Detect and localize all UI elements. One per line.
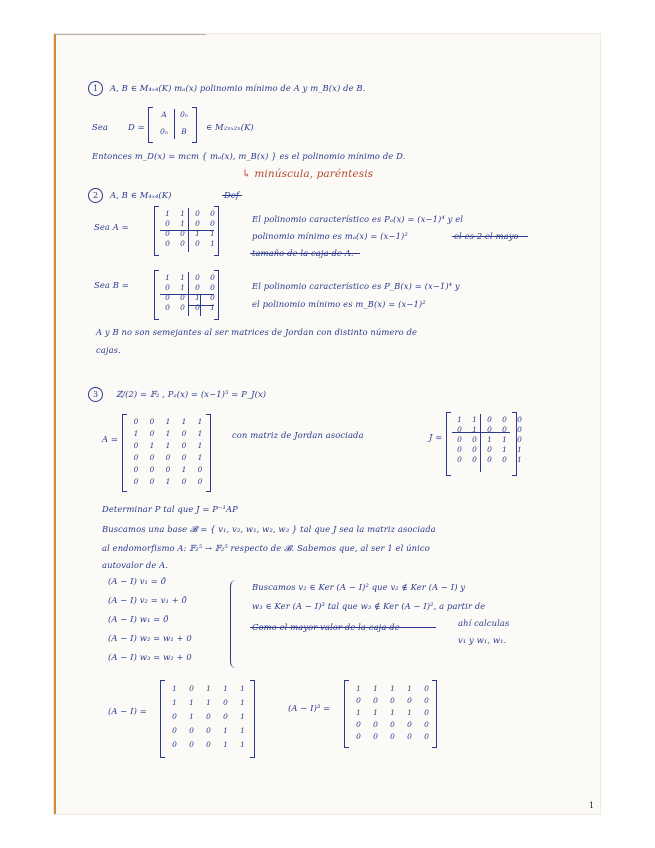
p3-M1-cell: 1 [240, 740, 245, 749]
p2-A-cell: 0 [210, 219, 215, 228]
p2-B-hsep [160, 294, 214, 295]
p3-J-cell: 0 [502, 415, 507, 424]
p3-J-cell: 1 [502, 445, 507, 454]
p3-A-cell: 0 [149, 429, 155, 438]
p3-M1-cell: 1 [206, 698, 211, 707]
p3-J-cell: 0 [487, 425, 492, 434]
p2-A-cell: 0 [195, 219, 200, 228]
p3-M2-cell: 1 [390, 708, 395, 717]
p3-M1-cell: 0 [189, 740, 194, 749]
p3-A-cell: 0 [165, 453, 171, 462]
p3-M2-cell: 0 [356, 696, 361, 705]
p2-A-cell: 0 [210, 209, 215, 218]
p3-J-cell: 1 [502, 435, 507, 444]
p3-reason-1: Buscamos v₂ ∈ Ker (A − I)² que v₂ ∉ Ker (A − I) y [252, 582, 466, 592]
p2-def-strike [222, 195, 242, 196]
p3-A-left-bracket [122, 414, 127, 492]
p3-M2-cell: 0 [373, 732, 378, 741]
p3-J-cell: 1 [457, 415, 462, 424]
p3-M2-cell: 0 [390, 696, 395, 705]
p2-A-cell: 1 [210, 229, 215, 238]
p3-M1-cell: 0 [206, 726, 211, 735]
page-top-rule [56, 34, 206, 35]
problem-number-1: 1 [88, 81, 103, 96]
p3-M1-cell: 0 [172, 712, 177, 721]
p2-A-cell: 1 [210, 239, 215, 248]
p2-B-desc-1: El polinomio característico es P_B(x) = (x−1)⁴ y [252, 281, 460, 291]
p3-A-cell: 1 [165, 417, 171, 426]
p3-A-cell: 1 [165, 441, 171, 450]
p3-J-cell: 0 [502, 425, 507, 434]
p1-block-separator [174, 109, 175, 139]
p3-J-cell: 1 [472, 415, 477, 424]
p3-J-cell: 1 [517, 455, 522, 464]
p1-D-label: D = [128, 122, 145, 132]
p2-A-cell: 1 [180, 209, 185, 218]
p3-M1-cell: 0 [172, 740, 177, 749]
p2-B-cell: 1 [195, 293, 200, 302]
p3-A-cell: 1 [165, 429, 171, 438]
p3-A-cell: 1 [197, 417, 203, 426]
p3-A-label: A = [102, 434, 119, 444]
p3-M1-cell: 1 [172, 698, 177, 707]
p3-eq-2: (A − I) v₂ = v₁ + 0̄ [108, 595, 187, 605]
p2-A-cell: 0 [195, 239, 200, 248]
p3-M1-cell: 1 [172, 684, 177, 693]
p2-A-desc-1: El polinomio característico es Pₐ(x) = (x−1)⁴ y el [252, 214, 464, 224]
p2-A-cell: 0 [165, 239, 170, 248]
p3-M2-cell: 0 [407, 696, 412, 705]
p2-B-cell: 0 [210, 293, 215, 302]
p2-matrix-B [162, 273, 218, 312]
p2-B-hsep-2 [188, 305, 214, 306]
p2-B-cell: 0 [195, 273, 200, 282]
p1-membership: ∈ M₂ₙₓ₂ₙ(K) [206, 122, 254, 132]
p2-A-cell: 0 [165, 219, 170, 228]
p2-B-cell: 0 [195, 283, 200, 292]
p3-M2-cell: 0 [424, 720, 429, 729]
p3-J-vsep [480, 414, 481, 472]
p2-A-cell: 0 [180, 229, 185, 238]
p2-A-cell: 0 [165, 229, 170, 238]
p3-M1-cell: 1 [189, 712, 194, 721]
p3-M1-cell: 1 [189, 698, 194, 707]
p3-brace [230, 580, 237, 668]
p2-conclusion-1: A y B no son semejantes al ser matrices de Jordan con distinto número de [96, 327, 418, 337]
p3-matrix-A-minus-I-cubed [352, 684, 433, 741]
p3-J-cell: 0 [457, 455, 462, 464]
p3-A-cell: 0 [181, 441, 187, 450]
p3-M1-cell: 0 [189, 726, 194, 735]
p2-def-struck: Def [224, 190, 240, 200]
p3-M1-label: (A − I) = [108, 706, 147, 716]
p3-M1-right-bracket [250, 680, 255, 758]
p3-J-cell: 0 [457, 425, 462, 434]
p3-J-cell: 1 [517, 445, 522, 454]
problem-number-2: 2 [88, 188, 103, 203]
p3-M2-cell: 0 [407, 720, 412, 729]
p2-B-cell: 0 [165, 303, 170, 312]
notebook-page [54, 34, 600, 814]
p2-A-desc-2-struck: el es 2 el mayo [454, 231, 519, 241]
p3-reason-3: ahí calculas [458, 618, 510, 628]
p3-M2-right-bracket [432, 680, 437, 748]
p2-B-cell: 0 [210, 273, 215, 282]
p3-A-cell: 0 [181, 453, 187, 462]
p2-B-cell: 1 [210, 303, 215, 312]
p2-B-cell: 1 [180, 273, 185, 282]
p3-M2-cell: 1 [373, 708, 378, 717]
p3-eq-4: (A − I) w₂ = w₁ + 0 [108, 633, 192, 643]
p3-M1-cell: 0 [172, 726, 177, 735]
p3-M2-cell: 0 [407, 732, 412, 741]
p2-A-right-bracket [214, 206, 219, 256]
p3-M2-label: (A − I)³ = [288, 703, 331, 713]
p3-M1-cell: 1 [223, 684, 228, 693]
p2-B-left-bracket [154, 270, 159, 320]
p1-right-bracket [192, 107, 197, 143]
p3-search-1: Buscamos una base 𝓑 = { v₁, v₂, w₁, w₂, w₃ } tal que J sea la matriz asociada [102, 524, 436, 534]
p2-A-cell: 0 [195, 209, 200, 218]
p3-M1-cell: 1 [206, 684, 211, 693]
p3-A-cell: 0 [133, 477, 139, 486]
p2-conclusion-2: cajas. [96, 345, 121, 355]
p3-M2-cell: 0 [373, 720, 378, 729]
p3-A-cell: 1 [197, 453, 203, 462]
p3-M2-cell: 0 [424, 696, 429, 705]
p3-J-right-bracket [512, 412, 517, 476]
p3-J-cell: 0 [517, 425, 522, 434]
p3-eq-3: (A − I) w₁ = 0̄ [108, 614, 169, 624]
p3-A-cell: 0 [149, 477, 155, 486]
p2-A-strike-2 [250, 253, 360, 254]
p3-reason-strike [250, 627, 436, 628]
p2-A-cell: 1 [180, 219, 185, 228]
p1-statement: A, B ∈ M₄ₓ₄(K) mₐ(x) polinomio mínimo de A y m_B(x) de B. [110, 83, 366, 93]
p3-reason-3-struck: Como el mayor valor de la caja de [252, 622, 400, 632]
p3-M1-cell: 0 [206, 712, 211, 721]
p3-M2-cell: 1 [356, 708, 361, 717]
p2-B-cell: 0 [165, 293, 170, 302]
p3-J-cell: 0 [502, 455, 507, 464]
p3-J-label: J = [429, 432, 443, 442]
p3-A-cell: 1 [181, 465, 187, 474]
p3-A-cell: 1 [149, 441, 155, 450]
p3-A-cell: 1 [197, 429, 203, 438]
p3-A-cell: 0 [149, 465, 155, 474]
p3-M2-cell: 0 [356, 720, 361, 729]
p3-A-cell: 0 [181, 429, 187, 438]
p3-A-cell: 1 [165, 477, 171, 486]
p3-A-cell: 1 [181, 417, 187, 426]
p3-J-cell: 0 [472, 455, 477, 464]
p3-A-cell: 0 [133, 465, 139, 474]
p3-M2-cell: 1 [407, 708, 412, 717]
p3-M2-cell: 1 [390, 684, 395, 693]
p3-A-cell: 0 [149, 417, 155, 426]
p3-M2-cell: 0 [424, 684, 429, 693]
p3-A-right-bracket [206, 414, 211, 492]
p3-J-cell: 0 [517, 415, 522, 424]
p1-block-cell: 0ₙ [160, 127, 168, 136]
p2-statement: A, B ∈ M₄ₓ₄(K) [110, 190, 172, 200]
p2-B-cell: 0 [165, 283, 170, 292]
p3-statement: ℤ/(2) = 𝔽₂ , Pₐ(x) = (x−1)⁵ = P_J(x) [116, 389, 267, 399]
p1-block-cell: B [181, 127, 187, 136]
p2-matrix-A [162, 209, 218, 248]
p3-jordan-text: con matriz de Jordan asociada [232, 430, 364, 440]
p3-M1-cell: 1 [240, 726, 245, 735]
p1-teacher-correction: ↳ minúscula, paréntesis [242, 168, 374, 180]
p3-A-cell: 0 [165, 465, 171, 474]
p3-reason-2: w₃ ∈ Ker (A − I)³ tal que w₃ ∉ Ker (A − I)², a partir de [252, 601, 486, 611]
p3-search-2: al endomorfismo A: 𝔽₂⁵ → 𝔽₂⁵ respecto de 𝓑. Sabemos que, al ser 1 el único [102, 543, 430, 553]
p3-M2-cell: 0 [424, 708, 429, 717]
p3-J-cell: 0 [472, 445, 477, 454]
p3-M1-cell: 1 [223, 740, 228, 749]
p3-A-cell: 1 [133, 429, 139, 438]
p3-M1-cell: 0 [223, 698, 228, 707]
p2-A-hsep [160, 230, 214, 231]
p2-B-cell: 0 [210, 283, 215, 292]
p3-M2-cell: 0 [390, 720, 395, 729]
p2-A-strike-1 [452, 236, 528, 237]
p3-J-cell: 0 [487, 415, 492, 424]
p3-M1-cell: 0 [206, 740, 211, 749]
p3-J-hsep [452, 432, 510, 433]
p3-M1-cell: 1 [240, 684, 245, 693]
p3-A-cell: 0 [133, 417, 139, 426]
problem-number-3: 3 [88, 387, 103, 402]
page-number: 1 [588, 801, 594, 810]
p3-A-cell: 0 [197, 465, 203, 474]
p3-M2-cell: 1 [373, 684, 378, 693]
p3-matrix-A [130, 417, 206, 486]
p3-J-left-bracket [446, 412, 451, 476]
p3-J-cell: 0 [487, 445, 492, 454]
p3-M1-cell: 1 [240, 712, 245, 721]
p3-search-3: autovalor de A. [102, 560, 169, 570]
p3-M1-cell: 0 [223, 712, 228, 721]
p3-J-cell: 0 [517, 435, 522, 444]
p3-eq-1: (A − I) v₁ = 0̄ [108, 576, 167, 586]
p1-sea: Sea [92, 122, 108, 132]
p2-B-cell: 0 [180, 303, 185, 312]
p3-M2-left-bracket [344, 680, 349, 748]
p3-M1-left-bracket [160, 680, 165, 758]
p2-B-cell: 0 [180, 293, 185, 302]
p2-A-left-bracket [154, 206, 159, 256]
p3-eq-5: (A − I) w₃ = w₂ + 0 [108, 652, 192, 662]
p3-M2-cell: 1 [407, 684, 412, 693]
p3-J-cell: 1 [487, 435, 492, 444]
p2-B-desc-2: el polinomio mínimo es m_B(x) = (x−1)² [252, 299, 426, 309]
p2-B-cell: 0 [195, 303, 200, 312]
p3-J-cell: 0 [457, 435, 462, 444]
p2-B-right-bracket [214, 270, 219, 320]
p3-matrix-A-minus-I [168, 684, 249, 749]
p3-A-cell: 0 [133, 441, 139, 450]
p3-A-cell: 1 [197, 441, 203, 450]
p2-sea-B: Sea B = [94, 280, 129, 290]
p3-M1-cell: 1 [240, 698, 245, 707]
p3-J-cell: 0 [472, 435, 477, 444]
p3-M2-cell: 0 [373, 696, 378, 705]
p3-A-cell: 0 [197, 477, 203, 486]
p1-conclusion: Entonces m_D(x) = mcm { mₐ(x), m_B(x) } es el polinomio mínimo de D. [92, 151, 406, 161]
p1-block-cell: A [161, 110, 167, 119]
p3-M1-cell: 1 [223, 726, 228, 735]
p2-A-desc-2: polinomio mínimo es mₐ(x) = (x−1)² [252, 231, 408, 241]
p3-J-cell: 0 [457, 445, 462, 454]
p3-M2-cell: 0 [424, 732, 429, 741]
p3-M1-cell: 0 [189, 684, 194, 693]
p3-reason-4: v₁ y w₁, w₁. [458, 635, 507, 645]
p3-A-cell: 0 [149, 453, 155, 462]
p3-A-cell: 0 [133, 453, 139, 462]
p2-A-cell: 1 [195, 229, 200, 238]
p1-left-bracket [148, 107, 153, 143]
p2-B-cell: 1 [180, 283, 185, 292]
p2-A-cell: 1 [165, 209, 170, 218]
p3-M2-cell: 0 [356, 732, 361, 741]
p3-determine-P: Determinar P tal que J = P⁻¹AP [102, 504, 238, 514]
p2-sea-A: Sea A = [94, 222, 129, 232]
p3-A-cell: 0 [181, 477, 187, 486]
p3-M2-cell: 1 [356, 684, 361, 693]
p3-J-cell: 1 [472, 425, 477, 434]
p2-A-cell: 0 [180, 239, 185, 248]
p2-B-cell: 1 [165, 273, 170, 282]
p2-A-desc-3-struck: tamaño de la caja de A. [252, 248, 354, 258]
p3-M2-cell: 0 [390, 732, 395, 741]
p1-block-cell: 0ₙ [180, 110, 188, 119]
p3-J-cell: 0 [487, 455, 492, 464]
